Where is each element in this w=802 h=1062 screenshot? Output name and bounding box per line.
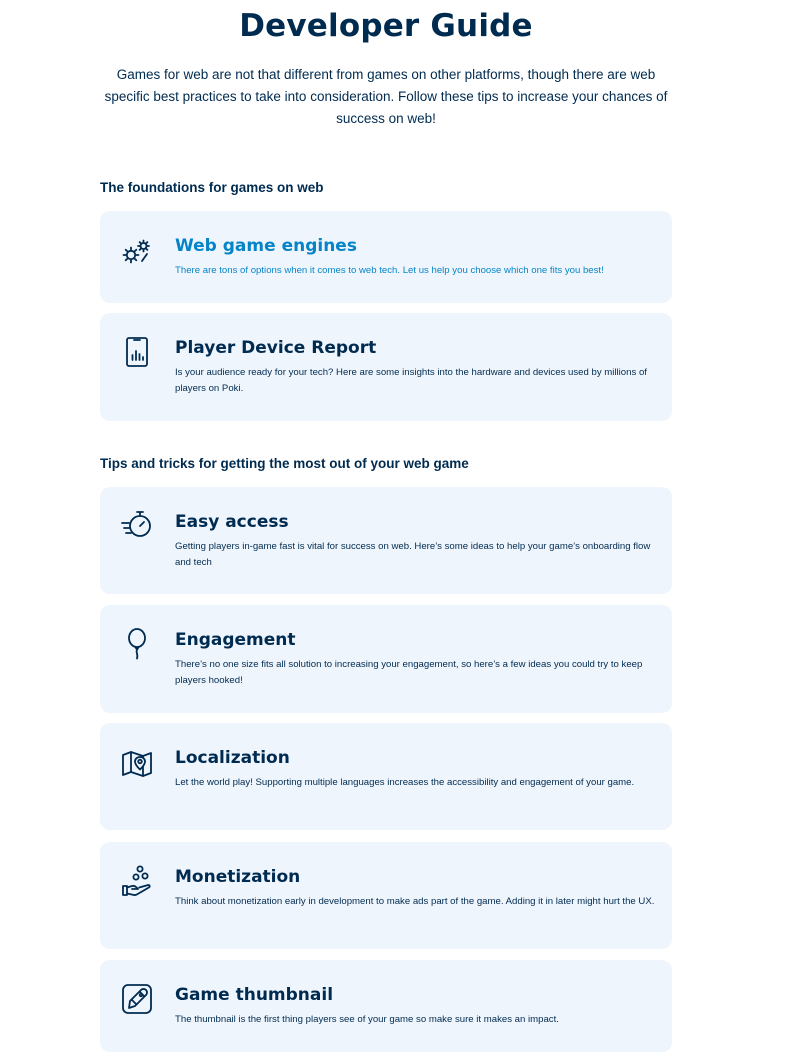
section-heading-tips: Tips and tricks for getting the most out of your web game [100, 456, 469, 471]
card-description: Let the world play! Supporting multiple languages increases the accessibility and engagement of your game. [175, 777, 635, 788]
device-chart-icon [120, 335, 154, 369]
card-description: Getting players in-game fast is vital for success on web. Here’s some ideas to help your game’s onboarding flow and tech [175, 541, 651, 568]
card-description: The thumbnail is the first thing players see of your game so make sure it makes an impact. [175, 1014, 559, 1025]
card-title: Engagement [175, 630, 296, 650]
map-pin-icon [120, 745, 154, 779]
card-title: Monetization [175, 867, 301, 887]
card-game-thumbnail[interactable] [100, 960, 672, 1052]
card-title: Web game engines [175, 236, 357, 256]
card-web-game-engines[interactable] [100, 211, 672, 303]
card-engagement[interactable] [100, 605, 672, 713]
card-title: Game thumbnail [175, 985, 334, 1005]
gears-icon [120, 235, 154, 269]
card-easy-access[interactable] [100, 487, 672, 594]
card-title: Localization [175, 748, 290, 768]
card-player-device-report[interactable] [100, 313, 672, 421]
hand-coins-icon [120, 864, 154, 898]
card-title: Easy access [175, 512, 289, 532]
card-description: Is your audience ready for your tech? Here are some insights into the hardware and devices used by millions of players on Poki. [175, 367, 647, 394]
card-title: Player Device Report [175, 338, 377, 358]
section-heading-foundations: The foundations for games on web [100, 180, 324, 195]
page-title: Developer Guide [239, 8, 533, 44]
balloon-icon [120, 627, 154, 661]
card-description: There are tons of options when it comes to web tech. Let us help you choose which one fits you best! [175, 265, 604, 276]
card-localization[interactable] [100, 723, 672, 830]
card-description: Think about monetization early in development to make ads part of the game. Adding it in later might hurt the UX. [175, 896, 655, 907]
thumbnail-image-icon [120, 982, 154, 1016]
stopwatch-icon [120, 507, 154, 541]
card-description: There’s no one size fits all solution to increasing your engagement, so here’s a few ideas you could try to keep players hooked! [175, 659, 643, 686]
card-monetization[interactable] [100, 842, 672, 949]
intro-text: Games for web are not that different from games on other platforms, though there are web specific best practices to take into consideration. Follow these tips to increase your chances of success on web! [104, 67, 668, 126]
